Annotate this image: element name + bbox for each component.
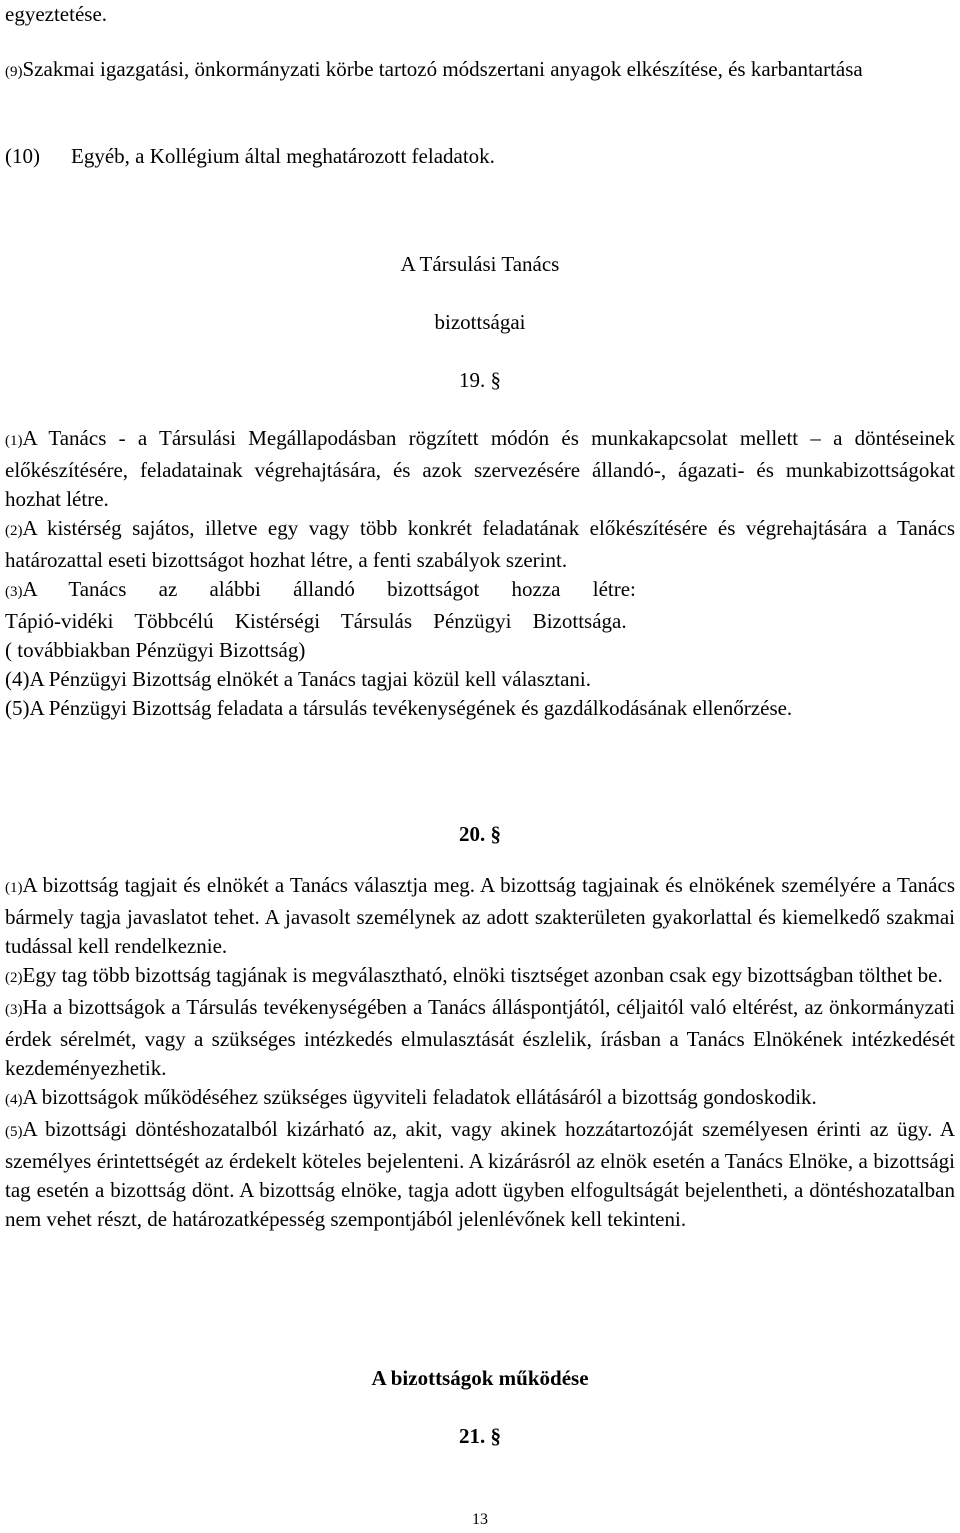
- paragraph-19-4: (4)A Pénzügyi Bizottság elnökét a Tanács tagjai közül kell választani.: [5, 667, 591, 691]
- paragraph-20-4: [5, 1083, 955, 1115]
- paragraph-number: (1): [5, 433, 23, 449]
- paragraph-19-5: (5)A Pénzügyi Bizottság feladata a társulás tevékenységének és gazdálkodásának ellenőrzése.: [5, 696, 793, 720]
- paragraph-text: Egy tag több bizottság tagjának is megválasztható, elnöki tisztséget azonban csak egy bizottságban tölthet be.: [22, 963, 943, 987]
- section-20-body: [5, 871, 955, 1234]
- section-number-text: 21.: [459, 1424, 486, 1448]
- paragraph-number: (1): [5, 880, 23, 896]
- committee-name: Tápió-vidéki Többcélú Kistérségi Társulás Pénzügyi Bizottsága.: [5, 609, 627, 633]
- section-symbol: §: [490, 368, 501, 392]
- paragraph-number: (10): [5, 144, 40, 168]
- section-symbol: §: [490, 822, 501, 846]
- paragraph-text: A kistérség sajátos, illetve egy vagy több konkrét feladatának előkészítésére és végrehajtására a Tanács határozattal eseti bizottságot hozhat létre, a fenti szabályok szerint.: [5, 516, 955, 572]
- paragraph-number: (3): [5, 1002, 23, 1018]
- paragraph-number: (9): [5, 64, 23, 80]
- paragraph-number: (5): [5, 1124, 23, 1140]
- paragraph-text: Egyéb, a Kollégium által meghatározott feladatok.: [71, 144, 495, 168]
- paragraph-20-1: [5, 871, 955, 961]
- paragraph-9: [5, 55, 955, 87]
- paragraph-text: A bizottságok működéséhez szükséges ügyviteli feladatok ellátásáról a bizottság gondoskodik.: [22, 1085, 817, 1109]
- section-heading: A bizottságok működése: [371, 1366, 589, 1390]
- paragraph-number: (2): [5, 523, 23, 539]
- section-19-body: [5, 424, 955, 723]
- section-number: [5, 1422, 955, 1451]
- paragraph-19-3: [5, 575, 955, 607]
- paragraph-19-2: [5, 514, 955, 575]
- section-symbol: §: [490, 1424, 501, 1448]
- paragraph-text: A bizottság tagjait és elnökét a Tanács választja meg. A bizottság tagjainak és elnökének személyére a Tanács bármely tagja javaslatot tehet. A javasolt személynek az adott szakterületen gyakorlattal és kiemelkedő szakmai tudással kell rendelkeznie.: [5, 873, 955, 958]
- paragraph-text: A Tanács - a Társulási Megállapodásban rögzített módón és munkakapcsolat mellett – a döntéseinek előkészítésére, feladatainak végrehajtására, és azok szervezésére állandó-, ágazati- és munkabizottságokat hozhat létre.: [5, 426, 955, 511]
- paragraph-text: A bizottsági döntéshozatalból kizárható az, akit, vagy akinek hozzátartozóját személyesen érinti az ügy. A személyes érintettségét az érdekelt köteles bejelenteni. A kizárásról az elnök esetén a Tanács Elnöke, a bizottsági tag esetén a bizottság dönt. A bizottság elnöke, tagja adott ügyben elfogultságát bejelentheti, a döntéshozatalban nem vehet részt, de határozatképesség szempontjából jelenlévőnek kell tekinteni.: [5, 1117, 955, 1231]
- paragraph-20-5: [5, 1115, 955, 1234]
- paragraph-20-3: [5, 993, 955, 1083]
- section-number: [5, 366, 955, 395]
- paragraph-text: Ha a bizottságok a Társulás tevékenységében a Tanács álláspontjától, céljaitól való eltérést, az önkormányzati érdek sérelmét, vagy a szükséges intézkedés elmulasztását észlelik, írásban a Tanács Elnökének intézkedését kezdeményezhetik.: [5, 995, 955, 1080]
- section-heading: A Társulási Tanács: [400, 252, 560, 276]
- paragraph-10: [5, 142, 955, 171]
- section-number-text: 19.: [459, 368, 486, 392]
- paragraph-number: (4): [5, 1092, 23, 1108]
- page-number: 13: [472, 1511, 488, 1528]
- paragraph-continuation: egyeztetése.: [5, 2, 108, 26]
- paragraph-text: A Tanács az alábbi állandó bizottságot hozza létre:: [22, 577, 636, 601]
- section-number: [5, 820, 955, 849]
- paragraph-number: (3): [5, 584, 23, 600]
- paragraph-text: Szakmai igazgatási, önkormányzati körbe tartozó módszertani anyagok elkészítése, és karbantartása: [22, 57, 863, 81]
- section-number-text: 20.: [459, 822, 486, 846]
- committee-short-name: ( továbbiakban Pénzügyi Bizottság): [5, 638, 306, 662]
- paragraph-20-2: [5, 961, 955, 993]
- paragraph-19-1: [5, 424, 955, 514]
- paragraph-number: (2): [5, 970, 23, 986]
- section-subheading: bizottságai: [434, 310, 526, 334]
